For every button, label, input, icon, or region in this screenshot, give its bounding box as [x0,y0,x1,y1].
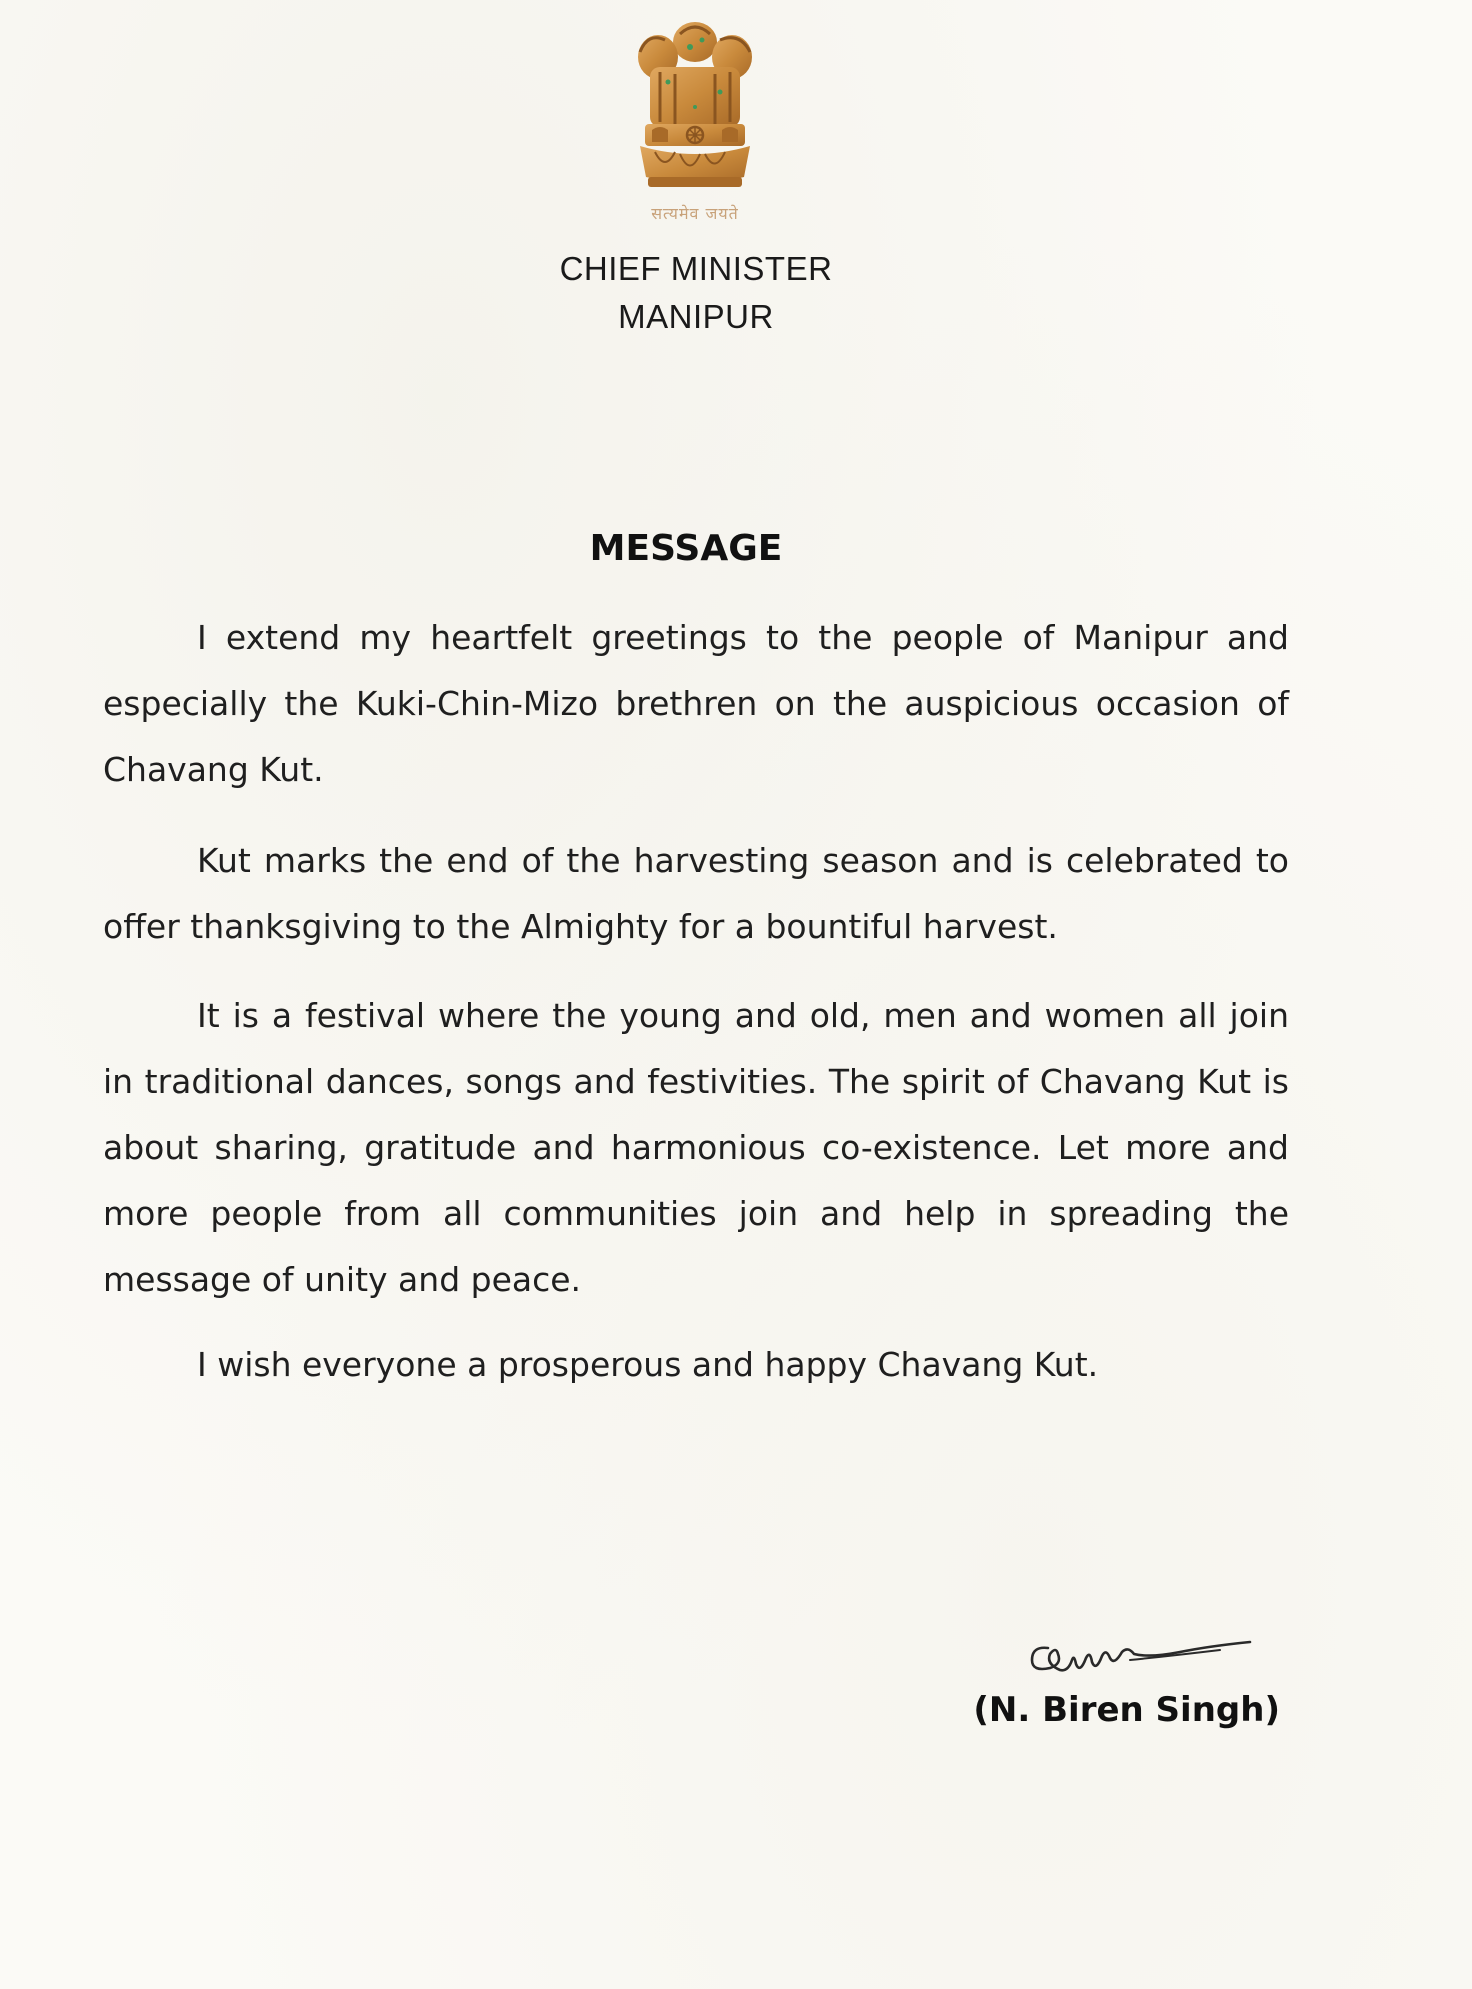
state-emblem-icon [620,12,770,202]
handwritten-signature [1010,1620,1270,1695]
office-title: CHIEF MINISTER [559,250,833,287]
emblem-motto: सत्यमेव जयते [651,204,739,223]
message-paragraph: It is a festival where the young and old, men and women all join in traditional dances, songs and festivities. The spirit of Chavang Kut is about sharing, gratitude and harmonious co-existence. Let more and more people from all communities join and help in spreading the message of unity and peace. [103,996,1289,1299]
office-state: MANIPUR [618,298,774,335]
message-paragraph: Kut marks the end of the harvesting season and is celebrated to offer thanksgiving to the Almighty for a bountiful harvest. [103,841,1289,946]
message-paragraph: I wish everyone a prosperous and happy Chavang Kut. [197,1345,1099,1384]
message-paragraph: I extend my heartfelt greetings to the people of Manipur and especially the Kuki-Chin-Mizo brethren on the auspicious occasion of Chavang Kut. [103,618,1289,789]
signatory-name: (N. Biren Singh) [973,1690,1280,1730]
message-heading: MESSAGE [589,528,783,569]
